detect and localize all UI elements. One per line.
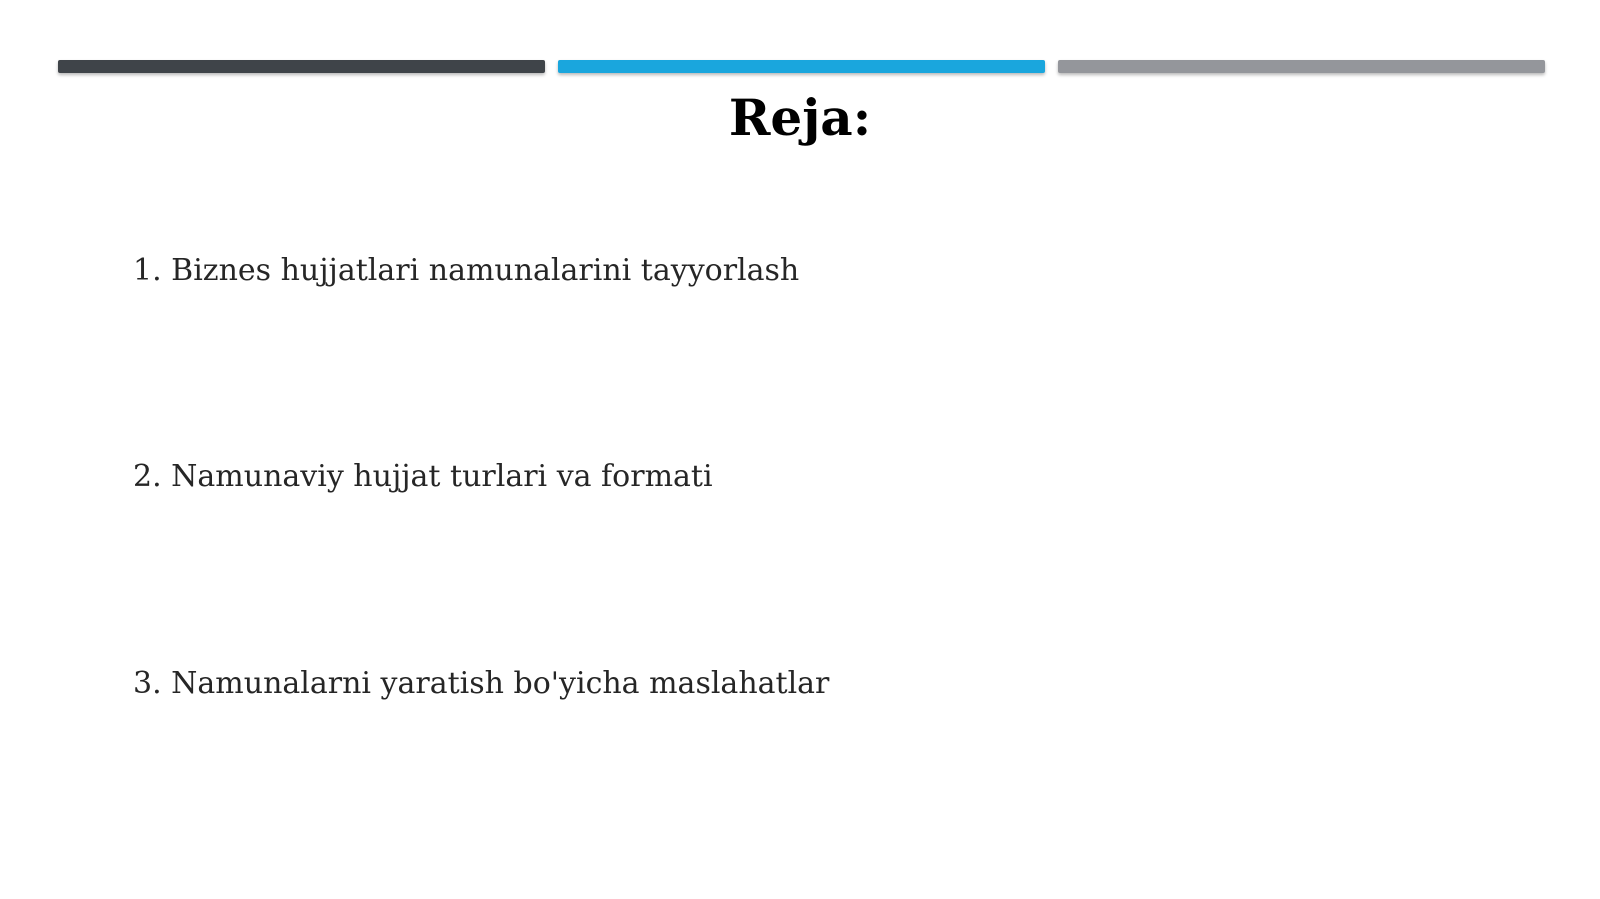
plan-item-3: 3. Namunalarni yaratish bo'yicha maslahatlar	[133, 666, 830, 701]
accent-bar-gray	[1058, 60, 1545, 73]
plan-item-1: 1. Biznes hujjatlari namunalarini tayyorlash	[133, 253, 800, 288]
accent-bar-blue	[558, 60, 1045, 73]
slide-title: Reja:	[728, 88, 872, 147]
plan-item-2: 2. Namunaviy hujjat turlari va formati	[133, 459, 713, 494]
accent-bar-dark	[58, 60, 545, 73]
